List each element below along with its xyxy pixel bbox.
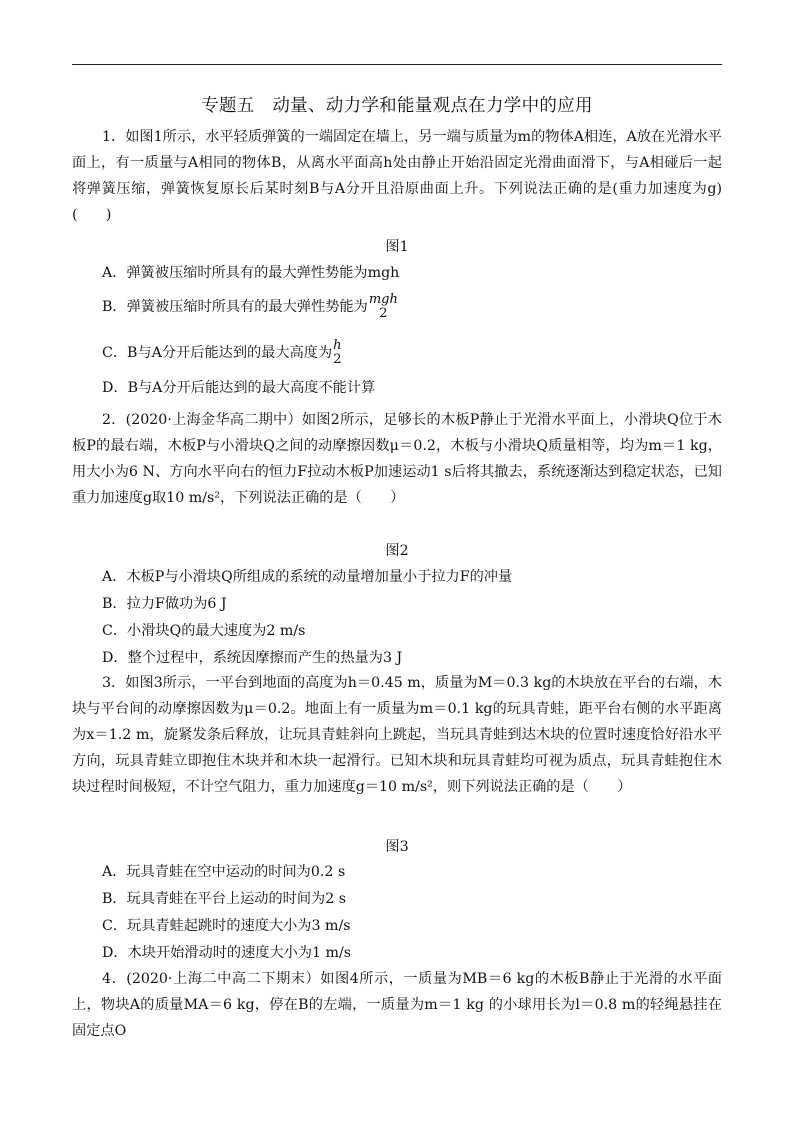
question-1-text: 1．如图1所示，水平轻质弹簧的一端固定在墙上，另一端与质量为m的物体A相连，A放在光滑水平面上，有一质量与A相同的物体B，从离水平面高h处由静止开始沿固定光滑曲面滑下，与A相碰后一起将弹簧压缩，弹簧恢复原长后某时刻B与A分开且沿原曲面上升。下列说法正确的是(重力加速度为g)( ) [72, 129, 722, 223]
q2-option-b: B．拉力F做功为6 J [102, 596, 227, 612]
fraction-denominator: 2 [379, 306, 388, 321]
question-2-text: 2．(2020·上海金华高二期中）如图2所示，足够长的木板P静止于光滑水平面上，小滑块Q位于木板P的最右端，木板P与小滑块Q之间的动摩擦因数μ＝0.2，木板与小滑块Q质量相等，均为m＝1 kg，用大小为6 N、方向水平向右的恒力F拉动木板P加速运动1 s后将其撤去，系统逐渐达到稳定状态，已知重力加速度g取10 m/s²，下列说法正确的是（ ） [72, 412, 722, 506]
fraction-denominator: 2 [333, 352, 342, 367]
question-3-text: 3．如图3所示，一平台到地面的高度为h＝0.45 m，质量为M＝0.3 kg的木块放在平台的右端，木块与平台间的动摩擦因数为μ＝0.2。地面上有一质量为m＝0.1 kg的玩具青蛙，距平台右侧的水平距离为x＝1.2 m，旋紧发条后释放，让玩具青蛙斜向上跳起，当玩具青蛙到达木块的位置时速度恰好沿水平方向，玩具青蛙立即抱住木块并和木块一起滑行。已知木块和玩具青蛙均可视为质点，玩具青蛙抱住木块过程时间极短，不计空气阻力，重力加速度g＝10 m/s²，则下列说法正确的是（ ） [72, 675, 722, 795]
q1-option-b [102, 293, 398, 321]
q3-option-b: B．玩具青蛙在平台上运动的时间为2 s [102, 891, 347, 907]
fraction-numerator: mgh [368, 292, 398, 307]
q1-option-c-fraction [333, 339, 341, 367]
fraction-numerator: h [333, 338, 342, 353]
q2-option-d: D．整个过程中，系统因摩擦而产生的热量为3 J [102, 650, 403, 666]
q1-option-c-label: C．B与A分开后能达到的最大高度为 [102, 345, 333, 361]
q3-option-c: C．玩具青蛙起跳时的速度大小为3 m/s [102, 918, 351, 934]
figure-3-caption: 图3 [385, 839, 409, 855]
page-title: 专题五 动量、动力学和能量观点在力学中的应用 [201, 96, 593, 116]
q3-option-a: A．玩具青蛙在空中运动的时间为0.2 s [102, 864, 346, 880]
q2-option-c: C．小滑块Q的最大速度为2 m/s [102, 623, 306, 639]
figure-2-caption: 图2 [385, 543, 409, 559]
q1-option-b-fraction [369, 293, 398, 321]
header-rule [72, 64, 722, 65]
question-4-text: 4．(2020·上海二中高二下期末）如图4所示，一质量为MB＝6 kg的木板B静止于光滑的水平面上，物块A的质量MA＝6 kg，停在B的左端，一质量为m＝1 kg 的小球用长为l＝0.8 m的轻绳悬挂在固定点O [72, 971, 722, 1039]
q1-option-c [102, 339, 342, 367]
figure-1-caption: 图1 [385, 239, 409, 255]
q1-option-d: D．B与A分开后能达到的最大高度不能计算 [102, 380, 376, 396]
q2-option-a: A．木板P与小滑块Q所组成的系统的动量增加量小于拉力F的冲量 [102, 569, 513, 585]
q1-option-b-label: B．弹簧被压缩时所具有的最大弹性势能为 [102, 299, 368, 315]
q1-option-a: A．弹簧被压缩时所具有的最大弹性势能为mgh [102, 265, 400, 281]
q3-option-d: D．木块开始滑动时的速度大小为1 m/s [102, 945, 352, 961]
